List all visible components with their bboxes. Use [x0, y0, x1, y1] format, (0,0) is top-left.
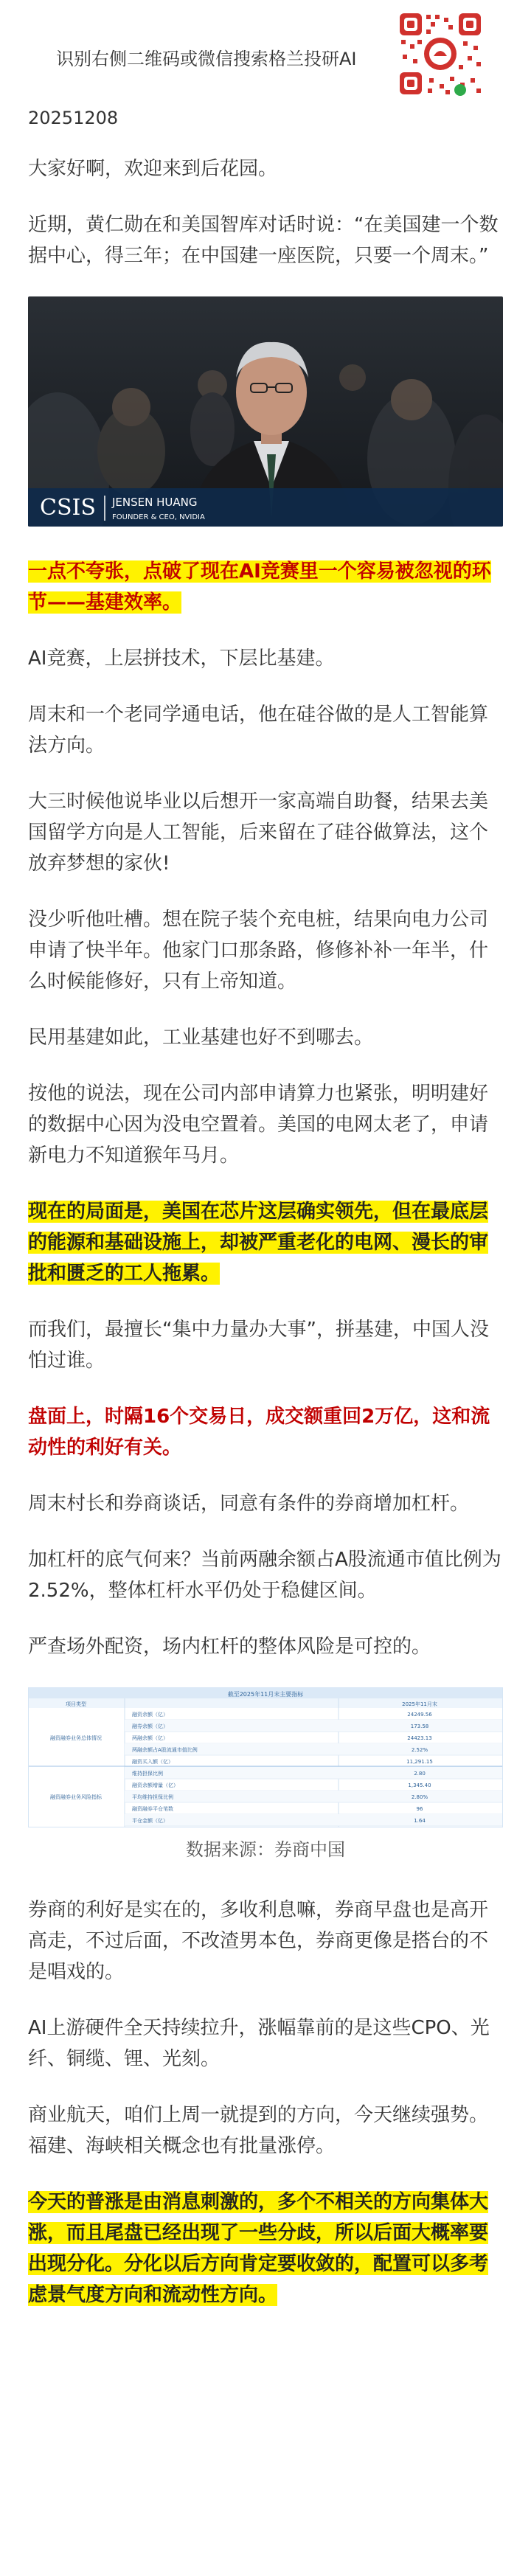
paragraph-highlight-1 [28, 556, 503, 618]
table-row-value: 1,345.40 [408, 1782, 431, 1788]
table-row-name: 融券余额（亿） [132, 1723, 168, 1729]
table-row-name: 融资买入额（亿） [132, 1759, 173, 1765]
table-group2: 融资融券业务风险指标 [50, 1794, 102, 1800]
table-row-name: 融资余额（亿） [132, 1712, 168, 1718]
paragraph-8: 民用基建如此，工业基建也好不到哪去。 [28, 1027, 374, 1049]
paragraph-red-bold: 盘面上，时隔16个交易日，成交额重回2万亿，这和流动性的利好有关。 [28, 1406, 490, 1459]
table-row-value: 24249.56 [407, 1712, 432, 1718]
article-date: 20251208 [28, 108, 119, 128]
paragraph-9: 按他的说法，现在公司内部申请算力也紧张，明明建好的数据中心因为没电空置着。美国的电网太老了，申请新电力不知道猴年马月。 [28, 1083, 489, 1167]
speaker-name: JENSEN HUANG [112, 496, 198, 509]
paragraph-18: 商业航天，咱们上周一就提到的方向，今天继续强势。福建、海峡相关概念也有批量涨停。 [28, 2104, 489, 2157]
table-title: 截至2025年11月末主要指标 [227, 1691, 304, 1698]
paragraph-5: 周末和一个老同学通电话，他在硅谷做的是人工智能算法方向。 [28, 704, 489, 757]
table-row-name: 两融余额（亿） [132, 1735, 168, 1741]
paragraph-16: 券商的利好是实在的，多收利息嘛，券商早盘也是高开高走，不过后面，不改渣男本色，券商更像是搭台的不是唱戏的。 [28, 1899, 489, 1983]
highlight-text: 一点不夸张，点破了现在AI竞赛里一个容易被忽视的环节——基建效率。 [28, 560, 491, 614]
paragraph-17: AI上游硬件全天持续拉升，涨幅靠前的是这些CPO、光纤、铜缆、锂、光刻。 [28, 2017, 490, 2070]
csis-logo: CSIS [40, 495, 96, 521]
table-group1: 融资融券业务总体情况 [50, 1735, 102, 1741]
table-row-name: 融资余额增量（亿） [132, 1782, 178, 1788]
qr-hint-text: 识别右侧二维码或微信搜索格兰投研AI [56, 49, 357, 69]
paragraph-highlight-2 [28, 1196, 503, 1289]
table-row-value: 24423.13 [407, 1735, 432, 1741]
table-row-value: 1.64 [414, 1818, 426, 1824]
article-body [28, 153, 503, 2336]
paragraph-13: 周末村长和券商谈话，同意有条件的券商增加杠杆。 [28, 1493, 470, 1515]
paragraph-quote: 近期，黄仁勋在和美国智库对话时说：“在美国建一个数据中心，得三年；在中国建一座医院，只要一个周末。” [28, 214, 499, 267]
table-caption: 数据来源：券商中国 [186, 1839, 345, 1860]
table-col3: 2025年11月末 [402, 1701, 437, 1707]
table-row-name: 维持担保比例 [132, 1771, 163, 1777]
table-row-value: 11,291.15 [406, 1759, 433, 1765]
paragraph-15: 严查场外配资，场内杠杆的整体风险是可控的。 [28, 1636, 431, 1658]
table-row-value: 2.80% [411, 1794, 428, 1800]
table-row-value: 2.80 [414, 1771, 426, 1777]
table-row-name: 平均维持担保比例 [132, 1794, 173, 1800]
qr-code-icon[interactable] [397, 10, 484, 97]
table-row-name: 两融余额占A股流通市值比例 [132, 1747, 198, 1753]
header-bar [28, 0, 503, 103]
table-col1: 项目类型 [66, 1701, 86, 1707]
table-row-value: 173.58 [410, 1723, 429, 1729]
jensen-huang-photo [28, 296, 503, 527]
paragraph-14: 加杠杆的底气何来？当前两融余额占A股流通市值比例为2.52%，整体杠杆水平仍处于稳健区间。 [28, 1549, 502, 1602]
paragraph-7: 没少听他吐槽。想在院子装个充电桩，结果向电力公司申请了快半年。他家门口那条路，修修补补一年半，什么时候能修好，只有上帝知道。 [28, 909, 489, 993]
paragraph-11: 而我们，最擅长“集中力量办大事”，拼基建，中国人没怕过谁。 [28, 1319, 489, 1372]
table-row-value: 2.52% [411, 1747, 428, 1753]
table-row-name: 平仓金额（亿） [132, 1818, 168, 1824]
paragraph-highlight-3 [28, 2187, 503, 2311]
table-row-value: 96 [416, 1806, 423, 1812]
paragraph-6: 大三时候他说毕业以后想开一家高端自助餐，结果去美国留学方向是人工智能，后来留在了硅谷做算法，这个放弃梦想的家伙! [28, 791, 489, 875]
margin-data-table-image [28, 1687, 503, 1827]
paragraph-greeting: 大家好啊，欢迎来到后花园。 [28, 158, 278, 180]
paragraph-4: AI竞赛，上层拼技术，下层比基建。 [28, 648, 335, 670]
highlight-text: 今天的普涨是由消息刺激的，多个不相关的方向集体大涨，而且尾盘已经出现了一些分歧，所以后面大概率要出现分化。分化以后方向肯定要收敛的，配置可以多考虑景气度方向和流动性方向。 [28, 2191, 489, 2306]
table-row-name: 融资融券平仓笔数 [132, 1806, 173, 1812]
highlight-text: 现在的局面是，美国在芯片这层确实领先，但在最底层的能源和基础设施上，却被严重老化的电网、漫长的审批和匮乏的工人拖累。 [28, 1201, 489, 1285]
speaker-role: FOUNDER & CEO, NVIDIA [112, 513, 205, 521]
